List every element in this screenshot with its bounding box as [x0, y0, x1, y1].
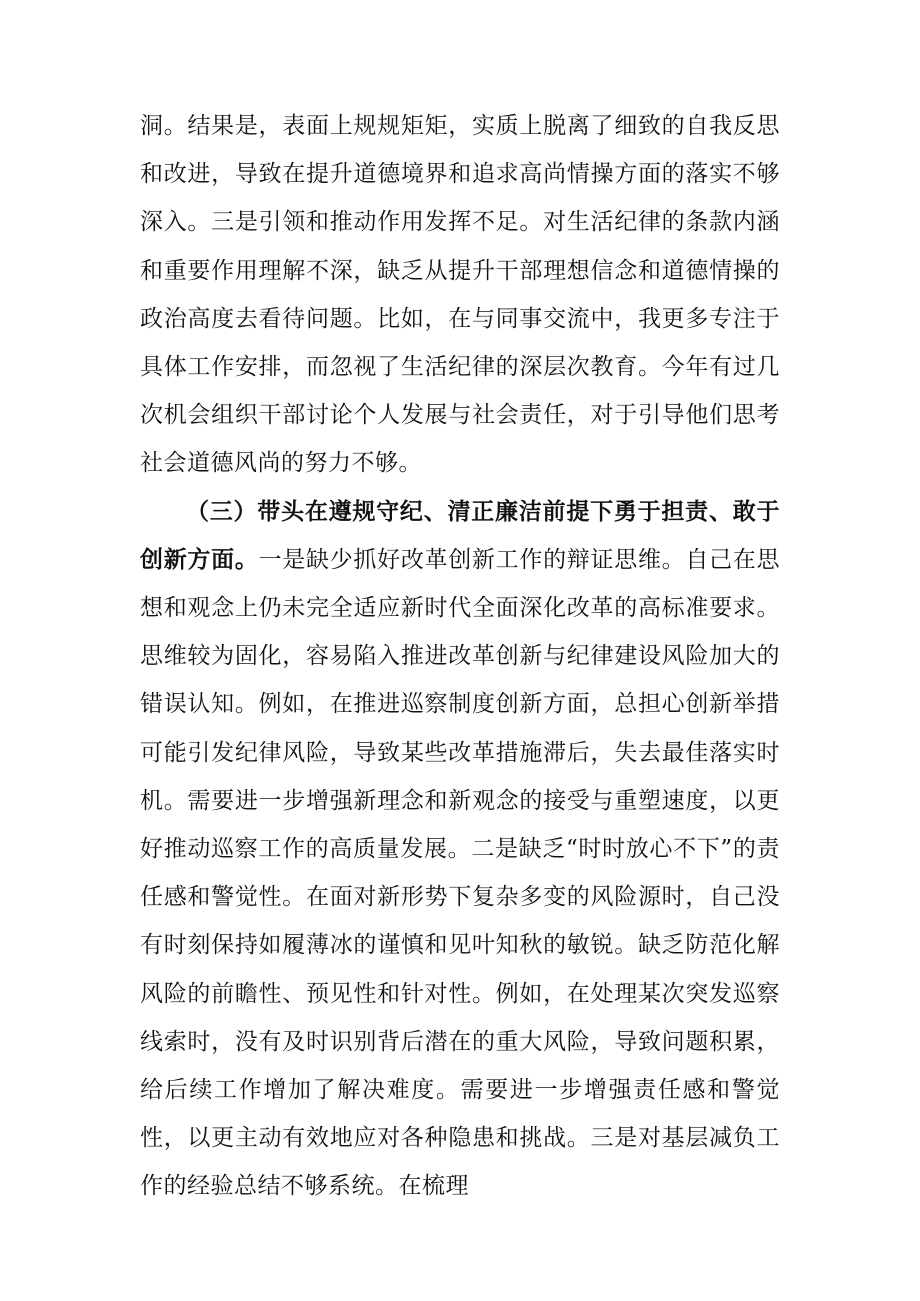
paragraph-text: 洞。结果是，表面上规规矩矩，实质上脱离了细致的自我反思和改进，导致在提升道德境界和追求高尚情操方面的落实不够深入。三是引领和推动作用发挥不足。对生活纪律的条款内涵和重要作用理解不深，缺乏从提升干部理想信念和道德情操的政治高度去看待问题。比如，在与同事交流中，我更多专注于具体工作安排，而忽视了生活纪律的深层次教育。今年有过几次机会组织干部讨论个人发展与社会责任，对于引导他们思考社会道德风尚的努力不够。	[140, 113, 780, 477]
document-body	[140, 102, 780, 1211]
paragraph-section-three	[140, 488, 780, 1211]
section-heading: （三）带头在遵规守纪、清正廉洁前提下勇于担责、敢于创新方面。	[140, 497, 780, 573]
paragraph-text: 一是缺少抓好改革创新工作的辩证思维。自己在思想和观念上仍未完全适应新时代全面深化改革的高标准要求。思维较为固化，容易陷入推进改革创新与纪律建设风险加大的错误认知。例如，在推进巡察制度创新方面，总担心创新举措可能引发纪律风险，导致某些改革措施滞后，失去最佳落实时机。需要进一步增强新理念和新观念的接受与重塑速度，以更好推动巡察工作的高质量发展。二是缺乏“时时放心不下”的责任感和警觉性。在面对新形势下复杂多变的风险源时，自己没有时刻保持如履薄冰的谨慎和见叶知秋的敏锐。缺乏防范化解风险的前瞻性、预见性和针对性。例如，在处理某次突发巡察线索时，没有及时识别背后潜在的重大风险，导致问题积累，给后续工作增加了解决难度。需要进一步增强责任感和警觉性，以更主动有效地应对各种隐患和挑战。三是对基层减负工作的经验总结不够系统。在梳理	[140, 546, 781, 1200]
paragraph-continuation	[140, 102, 780, 488]
